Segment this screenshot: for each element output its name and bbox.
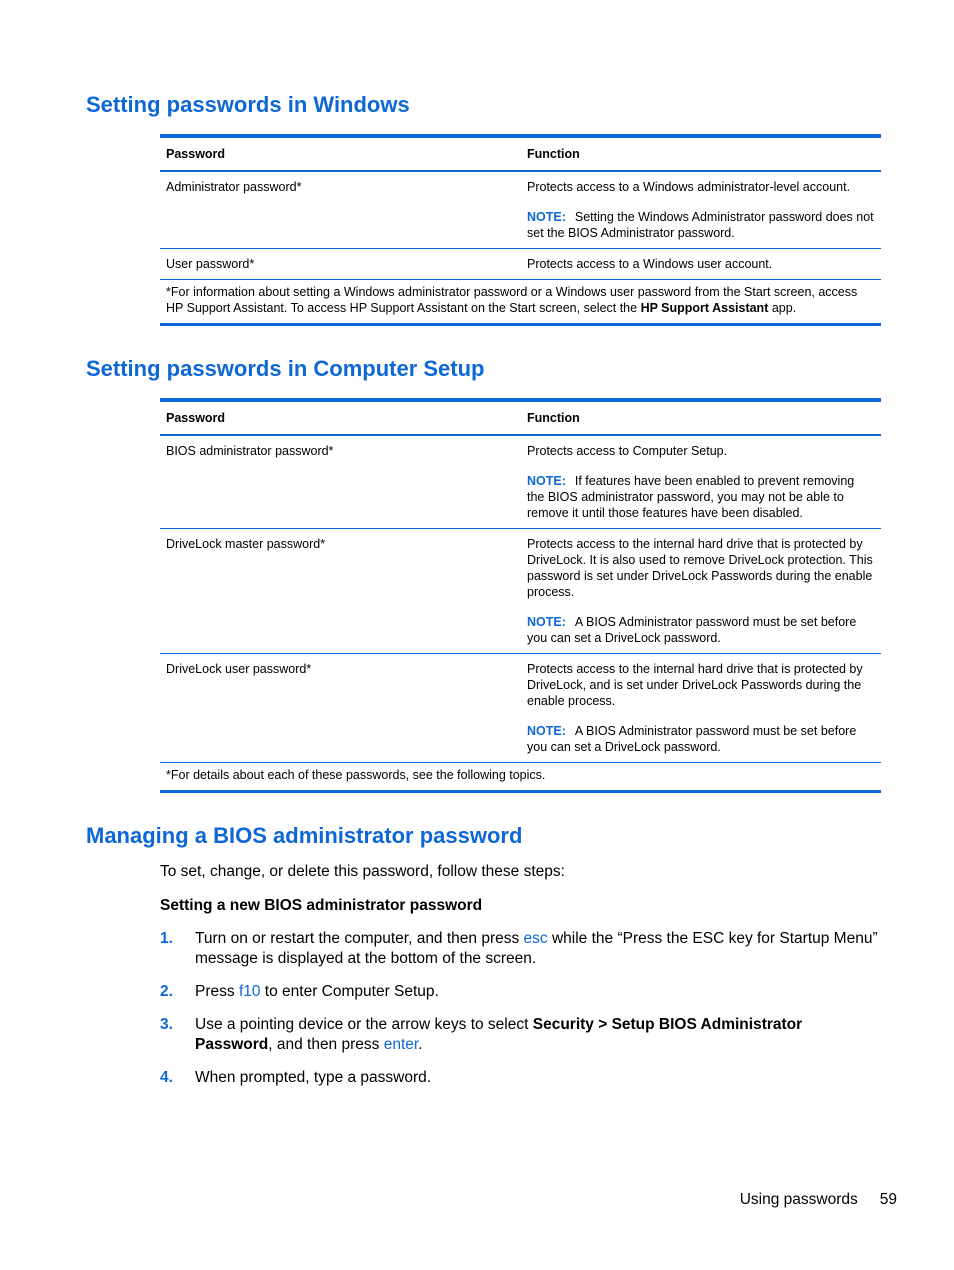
steps-list	[160, 929, 880, 1101]
note	[527, 473, 875, 521]
column-header-function: Function	[527, 147, 580, 161]
step-number: 3.	[160, 1016, 173, 1033]
step-text-part: while the “Press the ESC key for Startup Menu” message is displayed at the bottom of the screen.	[195, 930, 878, 967]
footnote-text: *For information about setting a Windows administrator password or a Windows user password from the Start screen, access HP Support Assistant. To access HP Support Assistant on the Start screen, select the	[166, 285, 858, 315]
note-text: A BIOS Administrator password must be set before you can set a DriveLock password.	[527, 724, 857, 754]
note-label: NOTE:	[527, 210, 566, 224]
table-row	[160, 172, 881, 249]
table-footnote	[160, 280, 881, 323]
table-header-row	[160, 402, 881, 436]
key-enter: enter	[383, 1036, 419, 1053]
note-label: NOTE:	[527, 474, 566, 488]
section-heading-bios-admin: Managing a BIOS administrator password	[86, 823, 523, 848]
password-cell: Administrator password*	[166, 180, 302, 194]
column-header-function: Function	[527, 411, 580, 425]
key-esc: esc	[523, 930, 548, 947]
list-item	[160, 929, 880, 969]
step-text	[195, 929, 880, 969]
table-header-row	[160, 138, 881, 172]
step-number: 1.	[160, 930, 173, 947]
password-cell: DriveLock user password*	[166, 662, 312, 676]
note-text: A BIOS Administrator password must be set before you can set a DriveLock password.	[527, 615, 857, 645]
key-f10: f10	[238, 983, 261, 1000]
function-cell	[521, 529, 881, 653]
step-text-part: Turn on or restart the computer, and then press	[195, 930, 524, 947]
function-text: Protects access to the internal hard drive that is protected by DriveLock, and is set under DriveLock Passwords during the enable process.	[527, 662, 863, 708]
procedure-subheading: Setting a new BIOS administrator password	[160, 897, 483, 914]
computer-setup-passwords-table	[160, 398, 881, 793]
table-footnote-row	[160, 763, 881, 790]
function-text: Protects access to Computer Setup.	[527, 444, 728, 458]
step-text-part: Press	[195, 983, 239, 1000]
function-text: Protects access to a Windows administrator-level account.	[527, 180, 851, 194]
step-text: When prompted, type a password.	[195, 1069, 432, 1086]
table-row	[160, 654, 881, 763]
function-cell	[521, 436, 881, 528]
table-row	[160, 436, 881, 529]
menu-path: Security > Setup BIOS Administrator Password	[195, 1016, 803, 1053]
step-text	[195, 982, 439, 1002]
password-cell: BIOS administrator password*	[166, 444, 334, 458]
table-row	[160, 529, 881, 654]
password-cell: DriveLock master password*	[166, 537, 326, 551]
note	[527, 209, 875, 241]
page-number: 59	[879, 1191, 897, 1208]
chapter-title: Using passwords	[739, 1191, 858, 1208]
note	[527, 723, 875, 755]
table-footnote: *For details about each of these passwords, see the following topics.	[166, 768, 546, 782]
note-text: If features have been enabled to prevent removing the BIOS administrator password, you may not be able to remove it until those features have been disabled.	[527, 474, 855, 520]
footnote-text-end: app.	[768, 301, 797, 315]
table-row	[160, 249, 881, 280]
step-number: 2.	[160, 983, 173, 1000]
note	[527, 614, 875, 646]
table-footnote-row	[160, 280, 881, 323]
section-heading-computer-setup: Setting passwords in Computer Setup	[86, 356, 485, 381]
footnote-bold: HP Support Assistant	[640, 301, 769, 315]
function-cell: Protects access to a Windows user account.	[527, 257, 773, 271]
password-cell: User password*	[166, 257, 255, 271]
column-header-password: Password	[166, 147, 226, 161]
step-text-part: to enter Computer Setup.	[260, 983, 439, 1000]
section-heading-windows: Setting passwords in Windows	[86, 92, 410, 117]
step-text-part: Use a pointing device or the arrow keys to select	[195, 1016, 533, 1033]
page-footer	[740, 1191, 897, 1209]
function-cell	[521, 172, 881, 248]
windows-passwords-table	[160, 134, 881, 326]
step-text	[195, 1015, 880, 1055]
note-label: NOTE:	[527, 615, 566, 629]
function-cell	[521, 654, 881, 762]
function-text: Protects access to the internal hard drive that is protected by DriveLock. It is also used to remove DriveLock protection. This password is set under DriveLock Passwords during the enable process.	[527, 537, 873, 599]
note-label: NOTE:	[527, 724, 566, 738]
column-header-password: Password	[166, 411, 226, 425]
list-item	[160, 1015, 880, 1055]
list-item	[160, 982, 880, 1002]
step-number: 4.	[160, 1069, 173, 1086]
intro-paragraph: To set, change, or delete this password, follow these steps:	[160, 863, 565, 880]
list-item	[160, 1068, 880, 1088]
note-text: Setting the Windows Administrator password does not set the BIOS Administrator password.	[527, 210, 874, 240]
step-text-part: .	[418, 1036, 423, 1053]
step-text-part: , and then press	[268, 1036, 384, 1053]
